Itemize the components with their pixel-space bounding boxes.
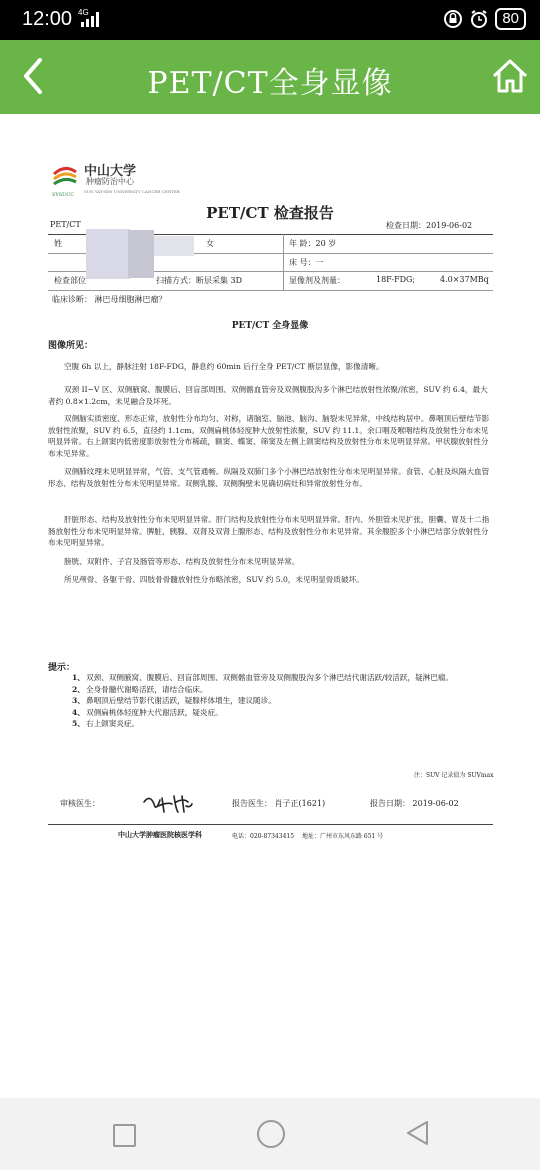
footer-divider: [48, 824, 493, 825]
tracer-value: 18F-FDG;: [376, 275, 416, 284]
hints-list: [72, 672, 492, 730]
redacted-patient-info: [154, 236, 194, 256]
report-date: 报告日期： 2019-06-02: [370, 799, 459, 808]
signal-icon: [78, 6, 100, 30]
back-button[interactable]: [404, 1119, 430, 1147]
suv-note: 注：SUV 记录值为 SUVmax: [414, 772, 494, 779]
battery-icon: 80: [495, 8, 526, 30]
footer-phone: 电话：020-87343415: [232, 833, 295, 840]
hospital-emblem-icon: [52, 162, 78, 190]
home-button[interactable]: [257, 1120, 285, 1148]
alarm-icon: [469, 9, 489, 29]
home-icon[interactable]: [490, 56, 530, 96]
hint-item: 1、 双颈、双侧腋窝、腹膜后、回盲部周围、双侧髂血管旁及双侧腹股沟多个淋巴结代谢活跃/较活跃，疑淋巴瘤。: [72, 673, 454, 682]
age-value: 年 龄：20 岁: [289, 239, 337, 248]
gender-value: 女: [206, 239, 214, 248]
findings-paragraph: 双侧肺纹理未见明显异常，气管、支气管通畅。纵隔及双肺门多个小淋巴结放射性分布未见明显异常。食管、心脏及纵隔大血管形态、结构及放射性分布未见明显异常。双侧乳腺、双侧胸壁未见确切病灶和异常放射性分布。: [48, 467, 490, 488]
lock-icon: [443, 9, 463, 29]
exam-part-label: 检查部位: [54, 276, 86, 285]
footer-address: 地址：广州市东风东路 651 号: [302, 833, 384, 840]
report-document: [0, 114, 540, 1098]
findings-paragraph: 空腹 6h 以上，静脉注射 18F-FDG，静息约 60min 后行全身 PET/CT 断层显像，影像清晰。: [64, 362, 384, 371]
table-row-divider: [48, 290, 493, 291]
recents-button[interactable]: [113, 1124, 136, 1147]
findings-paragraph: 双颈 II~V 区、双侧腋窝、腹膜后、回盲部周围、双侧髂血管旁及双侧腹股沟多个淋巴结放射性浓聚/浓密，SUV 约 6.4，最大者约 0.8×1.2cm，未见融合及坏死。: [48, 385, 488, 406]
findings-paragraph: 膀胱、双附件、子宫及肠管等形态、结构及放射性分布未见明显异常。: [64, 557, 300, 566]
hint-item: 4、 双侧扁桃体轻度肿大代谢活跃，疑炎症。: [72, 707, 223, 717]
reviewer-label: 审核医生：: [60, 799, 100, 808]
reporting-doctor: 报告医生： 肖子正(1621): [232, 799, 326, 808]
scan-mode: 扫描方式：断层采集 3D: [156, 276, 243, 285]
app-bar: [0, 40, 540, 114]
hints-label: 提示：: [48, 663, 76, 673]
dose-label: 显像剂及剂量：: [289, 276, 345, 285]
hint-item: 5、 右上颌窦炎症。: [72, 719, 140, 729]
logo-subtitle: 肿瘤防治中心: [86, 177, 134, 186]
findings-paragraph: 双侧脑实质密度、形态正常，放射性分布均匀、对称，诸脑室、脑池、脑沟、脑裂未见异常，中线结构居中。鼻咽顶后壁结节影放射性浓聚，SUV 约 6.5，直径约 1.1cm。双侧扁桃体轻度肿大放射性浓聚，SUV 约 11.1。余口咽及喉咽结构及放射性分布未见明显异常。右上颌窦内低密度影放射性分布稀疏，额窦、蝶窦、筛窦及左侧上颌窦结构及放射性分布未见明显异常。甲状腺放射性分布未见异常。: [48, 414, 490, 458]
report-title: PET/CT 检查报告: [206, 204, 334, 222]
footer-organization: 中山大学肿瘤医院核医学科: [118, 830, 202, 839]
table-column-divider: [283, 234, 284, 290]
exam-number-label: PET/CT: [50, 220, 81, 229]
findings-label: 图像所见：: [48, 341, 94, 351]
redacted-patient-info: [128, 230, 154, 278]
logo-english: SUN YAT-SEN UNIVERSITY CANCER CENTER: [84, 189, 180, 194]
hint-item: 2、 全身骨髓代谢略活跃，请结合临床。: [72, 684, 208, 694]
dose-value: 4.0×37MBq: [440, 275, 489, 284]
section-title: PET/CT 全身显像: [231, 321, 309, 331]
name-label: 姓: [54, 239, 62, 248]
bed-value: 床 号：一: [289, 258, 324, 267]
logo-brand: SYSUCC: [52, 192, 75, 198]
network-label: 4G: [78, 8, 89, 17]
reviewer-signature: [140, 790, 195, 816]
exam-date: 检查日期：2019-06-02: [386, 221, 473, 230]
page-title: PET/CT全身显像: [147, 66, 393, 101]
status-time: 12:00: [22, 8, 73, 30]
findings-paragraph: 肝脏形态、结构及放射性分布未见明显异常。肝门结构及放射性分布未见明显异常。肝内、外胆管未见扩张，胆囊、胃及十二指肠放射性分布未见明显异常。脾脏、胰腺、双肾及双肾上腺形态、结构及放射性分布未见异常。其余腹腔多个小淋巴结部分放射性分布未见明显异常。: [48, 515, 490, 548]
hint-item: 3、 鼻咽顶后壁结节影代谢活跃，疑腺样体增生，建议随诊。: [72, 696, 276, 706]
logo-name: 中山大学: [84, 164, 137, 179]
hospital-logo: [52, 160, 180, 198]
status-bar: [0, 0, 540, 40]
redacted-patient-info: [86, 229, 130, 279]
system-nav-bar: [0, 1098, 540, 1170]
clinical-diagnosis: 临床诊断： 淋巴母细胞淋巴瘤？: [52, 295, 167, 304]
findings-paragraph: 所见颅骨、各躯干骨、四肢骨骨髓放射性分布略浓密，SUV 约 5.0，未见明显骨质破坏。: [64, 575, 364, 584]
